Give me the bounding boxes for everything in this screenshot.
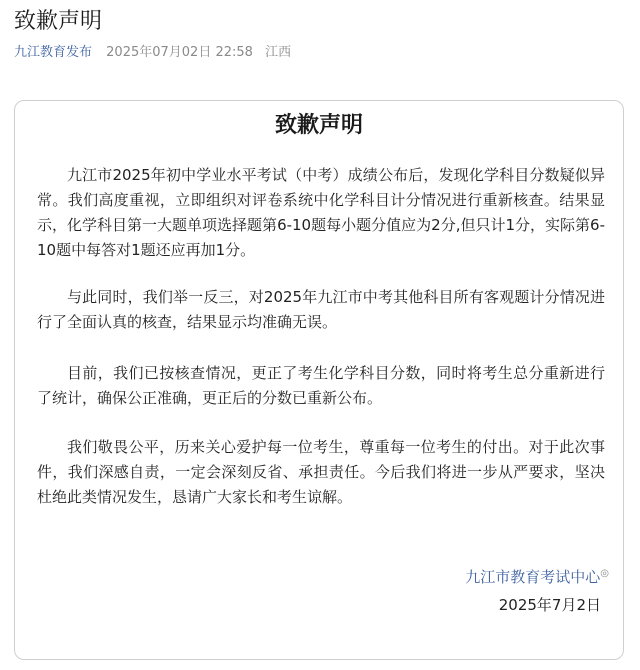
notice-paragraph: 我们敬畏公平，历来关心爱护每一位考生，尊重每一位考生的付出。对于此次事件，我们深感自责，一定会深刻反省、承担责任。今后我们将进一步从严要求，坚决杜绝此类情况发生，恳请广大家长和考生谅解。 (37, 438, 605, 506)
notice-heading: 致歉声明 (274, 113, 363, 138)
notice-paragraph: 目前，我们已按核查情况，更正了考生化学科目分数，同时将考生总分重新进行了统计，确保公正准确，更正后的分数已重新公布。 (37, 364, 605, 407)
notice-date: 2025年7月2日 (498, 596, 601, 614)
notice-paragraph: 九江市2025年初中学业水平考试（中考）成绩公布后，发现化学科目分数疑似异常。我们高度重视，立即组织对评卷系统中化学科目计分情况进行重新核查。结果显示，化学科目第一大题单项选择题第6-10题每小题分值应为2分,但只计1分，实际第6-10题中每答对1题还应再加1分。 (37, 166, 605, 259)
notice-signature (465, 561, 609, 590)
region-label: 江西 (265, 45, 292, 60)
article-title: 致歉声明 (14, 9, 103, 34)
source-link[interactable]: 九江教育发布 (14, 45, 93, 60)
watermark-icon: ◎ (600, 568, 609, 579)
notice-image[interactable] (14, 100, 624, 660)
signature-text: 九江市教育考试中心 (465, 568, 601, 586)
article-meta (14, 44, 291, 62)
publish-time: 2025年07月02日 22:58 (106, 45, 253, 60)
notice-paragraph: 与此同时，我们举一反三，对2025年九江市中考其他科目所有客观题计分情况进行了全面认真的核查，结果显示均准确无误。 (37, 288, 605, 331)
